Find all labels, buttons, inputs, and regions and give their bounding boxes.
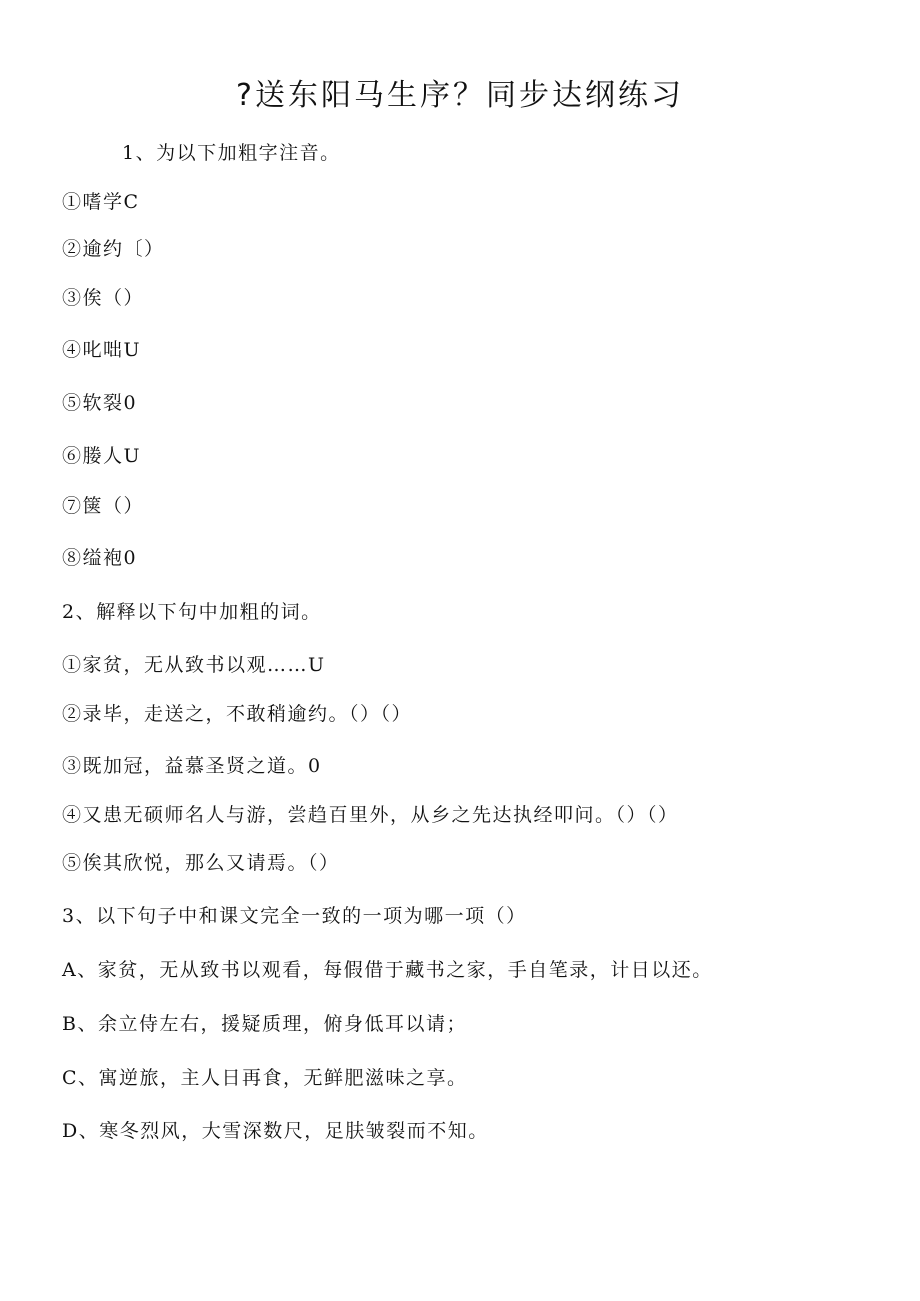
q2-item-1: ①家贫，无从致书以观……U [62,654,326,676]
q1-item-1: ①嗜学C [62,191,140,213]
question-1-heading: 1、为以下加粗字注音。 [122,142,341,164]
q3-option-b: B、余立侍左右，援疑质理，俯身低耳以请； [62,1013,467,1035]
q1-item-8: ⑧缢袍0 [62,547,138,569]
page-title: ?送东阳马生序？同步达纲练习 [236,78,684,113]
q1-item-2: ②逾约〔） [62,238,165,260]
q1-item-4: ④叱咄U [62,339,142,361]
q1-item-3: ③俟（） [62,287,145,309]
question-2-heading: 2、解释以下句中加粗的词。 [62,601,322,623]
q2-item-3: ③既加冠，益慕圣贤之道。0 [62,755,322,777]
q2-item-4: ④又患无硕师名人与游，尝趋百里外，从乡之先达执经叩问。（）（） [62,804,679,826]
question-3-heading: 3、以下句子中和课文完全一致的一项为哪一项（） [62,905,527,927]
q2-item-2: ②录毕，走送之，不敢稍逾约。（）（） [62,703,413,725]
q1-item-7: ⑦箧（） [62,495,145,517]
q1-item-5: ⑤软裂0 [62,392,138,414]
q2-item-5: ⑤俟其欣悦，那么又请焉。（） [62,852,340,874]
q3-option-c: C、寓逆旅，主人日再食，无鲜肥滋味之享。 [62,1067,468,1089]
q3-option-a: A、家贫，无从致书以观看，每假借于藏书之家，手自笔录，计日以还。 [62,959,713,981]
q1-item-6: ⑥媵人U [62,445,142,467]
q3-option-d: D、寒冬烈风，大雪深数尺，足肤皱裂而不知。 [62,1120,489,1142]
